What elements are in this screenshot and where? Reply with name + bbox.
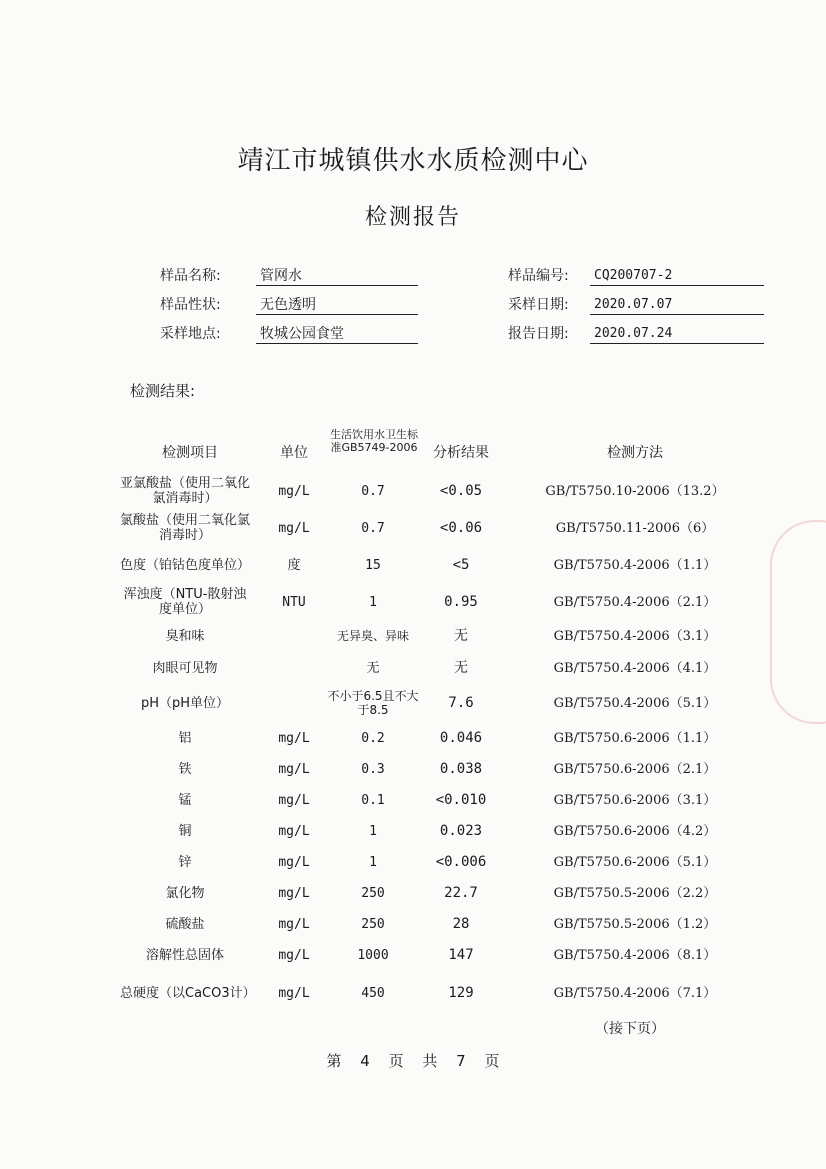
standard-cell: 不小于6.5且不大于8.5 <box>327 689 419 717</box>
result-cell: <0.06 <box>439 519 483 536</box>
standard-cell: 无 <box>366 660 380 676</box>
method-cell: GB/T5750.5-2006（1.2） <box>553 916 717 932</box>
sampling-site-label: 采样地点: <box>160 326 221 342</box>
sampling-site-value: 牧城公园食堂 <box>256 324 418 344</box>
result-cell: 无 <box>454 627 468 644</box>
table-row <box>0 474 826 508</box>
table-row <box>0 723 826 753</box>
standard-cell: 250 <box>361 916 385 932</box>
result-cell: 129 <box>448 984 474 1001</box>
item-cell: 氯化物 <box>165 885 205 901</box>
method-cell: GB/T5750.4-2006（3.1） <box>553 628 717 644</box>
header-method: 检测方法 <box>607 445 663 461</box>
unit-cell <box>265 685 323 721</box>
method-cell: GB/T5750.4-2006（5.1） <box>553 695 717 711</box>
report-date-label: 报告日期: <box>508 326 569 342</box>
method-cell: GB/T5750.5-2006（2.2） <box>553 885 717 901</box>
standard-cell: 450 <box>361 985 385 1001</box>
item-cell: 硫酸盐 <box>165 916 205 932</box>
unit-cell: mg/L <box>278 985 310 1001</box>
item-cell: 铁 <box>178 761 192 777</box>
standard-cell: 250 <box>361 885 385 901</box>
sample-state-value: 无色透明 <box>256 295 418 315</box>
standard-cell: 0.3 <box>361 761 385 777</box>
organization-title: 靖江市城镇供水水质检测中心 <box>237 146 589 176</box>
item-cell: 臭和味 <box>165 628 205 644</box>
standard-cell: 15 <box>365 557 381 573</box>
unit-cell: mg/L <box>278 916 310 932</box>
method-cell: GB/T5750.11-2006（6） <box>555 520 715 536</box>
standard-cell: 0.2 <box>361 730 385 746</box>
item-cell: 锌 <box>178 854 192 870</box>
unit-cell: mg/L <box>278 792 310 808</box>
table-row <box>0 878 826 908</box>
item-cell: 浑浊度（NTU-散射浊度单位） <box>123 587 247 617</box>
table-row <box>0 785 826 815</box>
standard-cell: 0.7 <box>361 520 385 536</box>
unit-cell: mg/L <box>278 730 310 746</box>
table-row <box>0 511 826 545</box>
standard-cell: 0.7 <box>361 483 385 499</box>
result-cell: 0.038 <box>439 760 483 777</box>
method-cell: GB/T5750.6-2006（5.1） <box>553 854 717 870</box>
result-cell: 28 <box>452 915 470 932</box>
method-cell: GB/T5750.10-2006（13.2） <box>545 483 725 499</box>
table-row <box>0 816 826 846</box>
item-cell: 氯酸盐（使用二氧化氯消毒时） <box>120 513 251 543</box>
unit-cell: mg/L <box>278 823 310 839</box>
unit-cell: mg/L <box>278 761 310 777</box>
item-cell: 铜 <box>178 823 192 839</box>
method-cell: GB/T5750.4-2006（8.1） <box>553 947 717 963</box>
unit-cell <box>265 653 323 683</box>
table-row <box>0 621 826 651</box>
method-cell: GB/T5750.6-2006（2.1） <box>553 761 717 777</box>
result-cell: <0.010 <box>435 791 487 808</box>
method-cell: GB/T5750.4-2006（2.1） <box>553 594 717 610</box>
table-row <box>0 754 826 784</box>
unit-cell: NTU <box>282 594 306 610</box>
item-cell: 亚氯酸盐（使用二氧化氯消毒时） <box>120 476 251 506</box>
standard-cell: 1 <box>369 854 377 870</box>
sample-no-label: 样品编号: <box>508 268 569 284</box>
method-cell: GB/T5750.4-2006（7.1） <box>553 985 717 1001</box>
table-row <box>0 653 826 683</box>
unit-cell: mg/L <box>278 885 310 901</box>
standard-cell: 无异臭、异味 <box>336 629 409 643</box>
method-cell: GB/T5750.6-2006（3.1） <box>553 792 717 808</box>
unit-cell <box>265 621 323 651</box>
standard-cell: 1000 <box>357 947 389 963</box>
table-row <box>0 940 826 970</box>
method-cell: GB/T5750.6-2006（1.1） <box>553 730 717 746</box>
item-cell: 铝 <box>178 730 192 746</box>
result-cell: <0.05 <box>439 482 483 499</box>
result-cell: 0.95 <box>444 593 478 610</box>
item-cell: 溶解性总固体 <box>145 947 224 963</box>
result-cell: 0.023 <box>439 822 483 839</box>
sampling-date-value: 2020.07.07 <box>590 295 764 315</box>
result-cell: <5 <box>452 556 470 573</box>
standard-cell: 1 <box>369 823 377 839</box>
result-cell: 7.6 <box>448 694 474 711</box>
sample-name-label: 样品名称: <box>160 268 221 284</box>
standard-cell: 0.1 <box>361 792 385 808</box>
item-cell: pH（pH单位） <box>140 695 230 711</box>
standard-cell: 1 <box>369 594 377 610</box>
unit-cell: mg/L <box>278 947 310 963</box>
table-row <box>0 548 826 582</box>
report-date-value: 2020.07.24 <box>590 324 764 344</box>
sample-no-value: CQ200707-2 <box>590 266 764 286</box>
item-cell: 肉眼可见物 <box>152 660 218 676</box>
sample-name-value: 管网水 <box>256 266 418 286</box>
unit-cell: mg/L <box>278 483 310 499</box>
method-cell: GB/T5750.4-2006（4.1） <box>553 660 717 676</box>
result-cell: 147 <box>448 946 474 963</box>
item-cell: 总硬度（以CaCO3计） <box>120 985 256 1001</box>
header-standard: 生活饮用水卫生标准GB5749-2006 <box>330 428 418 454</box>
header-result: 分析结果 <box>433 445 489 461</box>
method-cell: GB/T5750.6-2006（4.2） <box>553 823 717 839</box>
table-row <box>0 685 826 721</box>
table-row <box>0 585 826 619</box>
unit-cell: mg/L <box>278 520 310 536</box>
sample-state-label: 样品性状: <box>160 297 221 313</box>
method-cell: GB/T5750.4-2006（1.1） <box>553 557 717 573</box>
header-unit: 单位 <box>280 445 308 461</box>
result-cell: 22.7 <box>444 884 478 901</box>
page-footer: 第 4 页 共 7 页 <box>326 1052 500 1070</box>
table-row <box>0 909 826 939</box>
results-label: 检测结果: <box>130 382 196 400</box>
result-cell: <0.006 <box>435 853 487 870</box>
header-item: 检测项目 <box>162 445 218 461</box>
continue-note: （接下页） <box>595 1021 665 1037</box>
result-cell: 无 <box>454 659 468 676</box>
table-row <box>0 847 826 877</box>
result-cell: 0.046 <box>439 729 483 746</box>
sampling-date-label: 采样日期: <box>508 297 569 313</box>
item-cell: 锰 <box>178 792 192 808</box>
unit-cell: 度 <box>287 557 301 573</box>
table-row <box>0 975 826 1011</box>
unit-cell: mg/L <box>278 854 310 870</box>
item-cell: 色度（铂钴色度单位） <box>120 557 251 573</box>
report-title: 检测报告 <box>364 205 461 230</box>
